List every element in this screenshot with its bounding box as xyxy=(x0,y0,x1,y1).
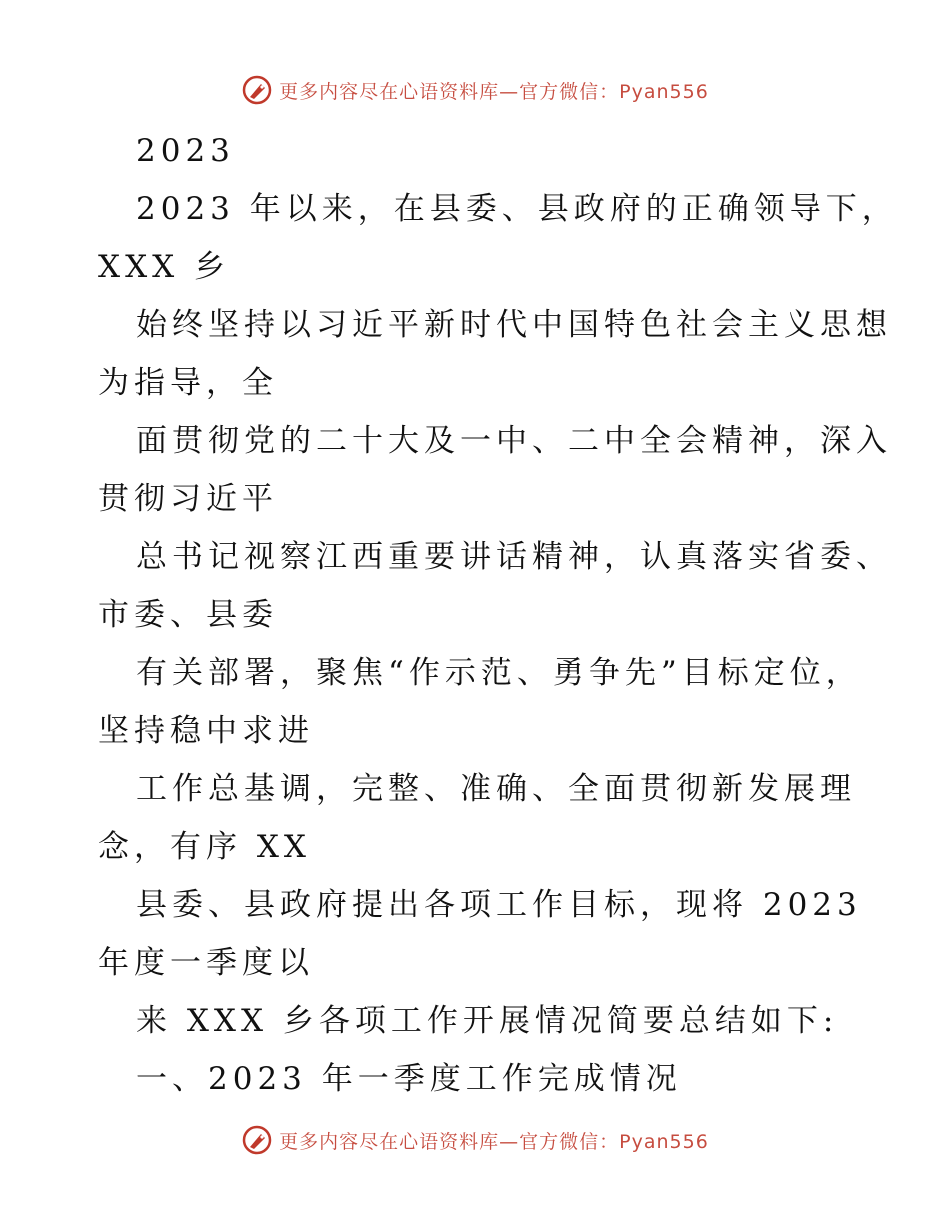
doc-line-7: 贯彻习近平 xyxy=(98,481,278,517)
doc-line-3: XXX 乡 xyxy=(98,249,231,285)
doc-line-1: 2023 xyxy=(136,133,235,169)
doc-line-12: 工作总基调，完整、准确、全面贯彻新发展理 xyxy=(136,771,856,807)
doc-line-14: 县委、县政府提出各项工作目标，现将 2023 xyxy=(136,887,862,923)
doc-line-4: 始终坚持以习近平新时代中国特色社会主义思想 xyxy=(136,307,892,343)
doc-line-13: 念，有序 XX xyxy=(98,829,311,865)
footer-banner-text: 更多内容尽在心语资料库—官方微信：Pyan556 xyxy=(279,1130,709,1153)
doc-line-8: 总书记视察江西重要讲话精神，认真落实省委、 xyxy=(136,539,892,575)
pen-nib-logo-icon xyxy=(241,74,273,106)
header-banner xyxy=(0,70,950,110)
doc-line-5: 为指导，全 xyxy=(98,365,278,401)
doc-line-11: 坚持稳中求进 xyxy=(98,713,314,749)
doc-line-15: 年度一季度以 xyxy=(98,945,314,981)
pen-nib-logo-icon xyxy=(241,1124,273,1156)
doc-line-2: 2023 年以来，在县委、县政府的正确领导下， xyxy=(136,191,898,227)
doc-line-6: 面贯彻党的二十大及一中、二中全会精神，深入 xyxy=(136,423,892,459)
doc-line-9: 市委、县委 xyxy=(98,597,278,633)
header-banner-text: 更多内容尽在心语资料库—官方微信：Pyan556 xyxy=(279,80,709,103)
document-body xyxy=(98,122,898,1108)
doc-line-16: 来 XXX 乡各项工作开展情况简要总结如下: xyxy=(136,1003,839,1039)
doc-line-10: 有关部署，聚焦“作示范、勇争先”目标定位， xyxy=(136,655,862,691)
doc-line-17: 一、2023 年一季度工作完成情况 xyxy=(136,1061,682,1097)
footer-banner xyxy=(0,1120,950,1160)
